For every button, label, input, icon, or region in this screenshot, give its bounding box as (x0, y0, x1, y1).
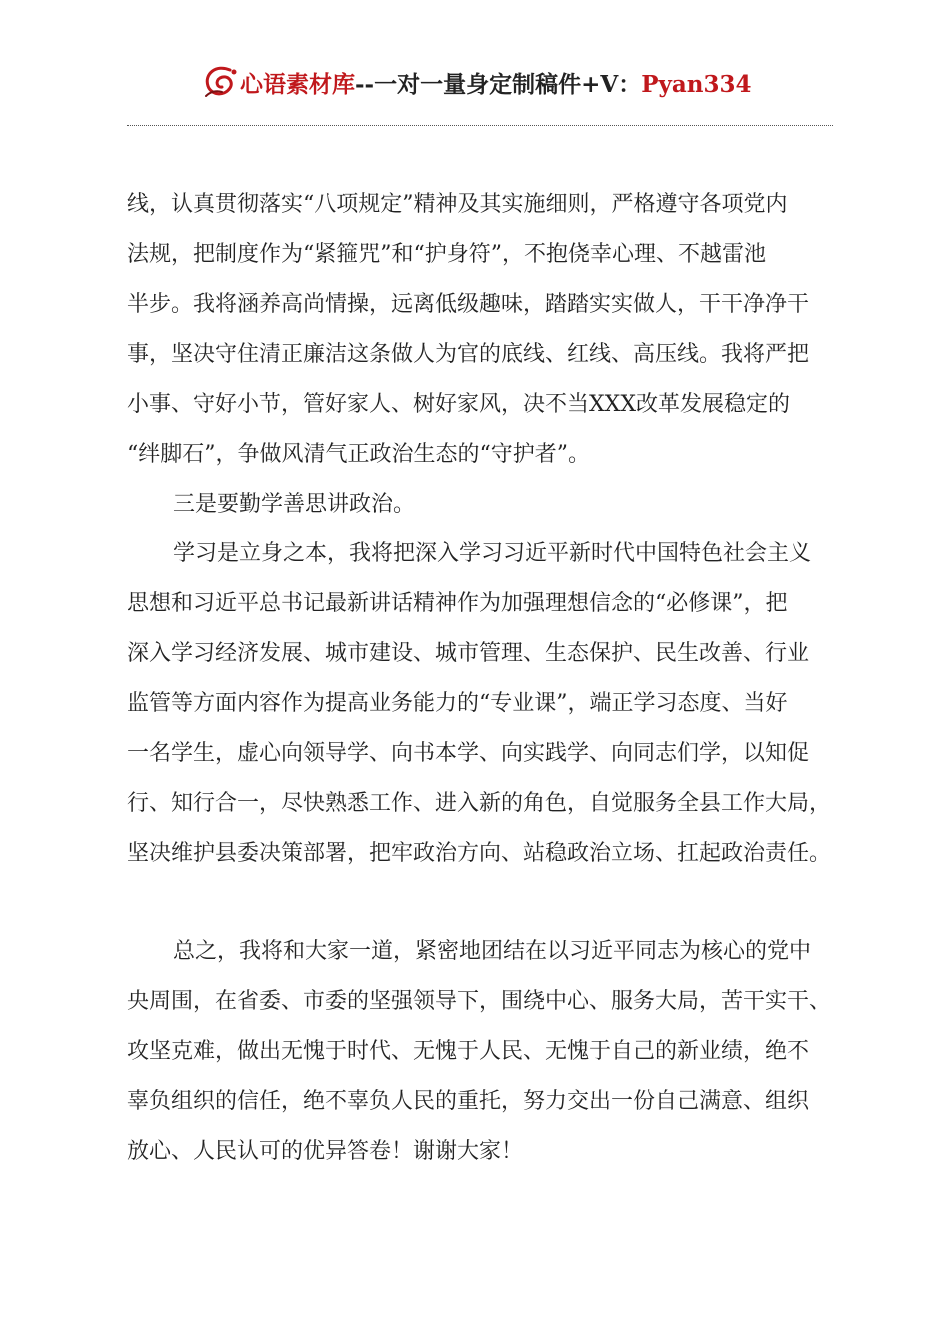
text-line: 总之，我将和大家一道，紧密地团结在以习近平同志为核心的党中 (173, 939, 812, 964)
text-line: 事，坚决守住清正廉洁这条做人为官的底线、红线、高压线。我将严把 (127, 342, 810, 367)
text-line: 法规，把制度作为“紧箍咒”和“护身符”，不抱侥幸心理、不越雷池 (127, 242, 766, 267)
text-line: 思想和习近平总书记最新讲话精神作为加强理想信念的“必修课”，把 (127, 591, 788, 616)
page-header (200, 62, 800, 102)
text-line: 线，认真贯彻落实“八项规定”精神及其实施细则，严格遵守各项党内 (127, 192, 788, 217)
text-line: 深入学习经济发展、城市建设、城市管理、生态保护、民生改善、行业 (127, 641, 810, 666)
brand-name: 心语素材库 (240, 71, 355, 98)
text-line: 一名学生，虚心向领导学、向书本学、向实践学、向同志们学，以知促 (127, 741, 810, 766)
text-line: 小事、守好小节，管好家人、树好家风，决不当XXX改革发展稳定的 (127, 392, 790, 417)
text-line: 辜负组织的信任，绝不辜负人民的重托，努力交出一份自己满意、组织 (127, 1089, 810, 1114)
section-heading: 三是要勤学善思讲政治。 (173, 492, 416, 517)
text-line: 坚决维护县委决策部署，把牢政治方向、站稳政治立场、扛起政治责任。 (127, 841, 832, 866)
text-line: 央周围，在省委、市委的坚强领导下，围绕中心、服务大局，苦干实干、 (127, 989, 832, 1014)
text-line: 学习是立身之本，我将把深入学习习近平新时代中国特色社会主义 (173, 541, 812, 566)
text-line: 监管等方面内容作为提高业务能力的“专业课”，端正学习态度、当好 (127, 691, 788, 716)
header-divider (127, 125, 833, 126)
text-line: 攻坚克难，做出无愧于时代、无愧于人民、无愧于自己的新业绩，绝不 (127, 1039, 810, 1064)
text-line: 行、知行合一，尽快熟悉工作、进入新的角色，自觉服务全县工作大局， (127, 791, 832, 816)
header-title (240, 66, 752, 99)
header-contact: Pyan334 (641, 71, 752, 98)
text-line: 半步。我将涵养高尚情操，远离低级趣味，踏踏实实做人，干干净净干 (127, 292, 810, 317)
text-line: “绊脚石”，争做风清气正政治生态的“守护者”。 (127, 442, 590, 467)
text-line: 放心、人民认可的优异答卷！谢谢大家！ (127, 1139, 524, 1164)
header-slogan: --一对一量身定制稿件+V： (355, 71, 642, 98)
